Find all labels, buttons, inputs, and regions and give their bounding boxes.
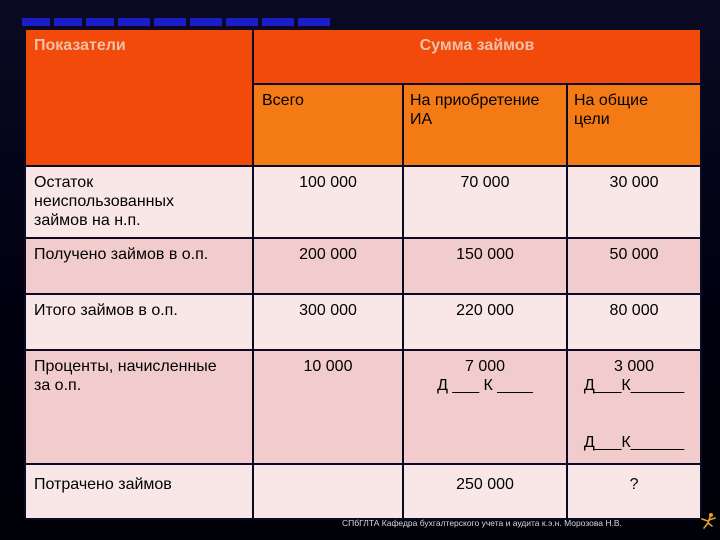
table-row bbox=[25, 294, 701, 350]
header-general-line2: цели bbox=[574, 111, 610, 128]
table-row bbox=[25, 464, 701, 519]
cell-total: 200 000 bbox=[253, 238, 403, 294]
cell-general-entry1: Д___К______ bbox=[583, 377, 685, 394]
table-row bbox=[25, 166, 701, 238]
header-general bbox=[567, 84, 701, 166]
header-loan-sum: Сумма займов bbox=[253, 29, 701, 84]
row-label: Потрачено займов bbox=[25, 464, 253, 519]
cell-ia-value: 7 000 bbox=[464, 358, 506, 375]
header-general-line1: На общие bbox=[574, 92, 648, 109]
row-label-line3: займов на н.п. bbox=[34, 212, 141, 229]
cell-general bbox=[567, 350, 701, 464]
row-label-line1: Проценты, начисленные bbox=[34, 358, 217, 375]
row-label-line2: неиспользованных bbox=[34, 193, 174, 210]
loans-table bbox=[24, 28, 702, 520]
cell-total: 10 000 bbox=[253, 350, 403, 464]
cell-general: ? bbox=[567, 464, 701, 519]
header-indicators: Показатели bbox=[25, 29, 253, 166]
cell-general: 80 000 bbox=[567, 294, 701, 350]
cell-ia: 220 000 bbox=[403, 294, 567, 350]
cell-ia: 70 000 bbox=[403, 166, 567, 238]
row-label bbox=[25, 166, 253, 238]
row-label bbox=[25, 350, 253, 464]
row-label-line1: Остаток bbox=[34, 174, 94, 191]
cell-ia: 150 000 bbox=[403, 238, 567, 294]
footer-caption: СПбГЛТА Кафедра бухгалтерского учета и аудита к.э.н. Морозова Н.В. bbox=[342, 518, 622, 528]
header-total: Всего bbox=[253, 84, 403, 166]
cell-general-entry2: Д___К______ bbox=[583, 434, 685, 451]
table-row bbox=[25, 238, 701, 294]
table-header-row bbox=[25, 29, 701, 84]
table-row bbox=[25, 350, 701, 464]
cell-ia-entry: Д ___ К ____ bbox=[437, 377, 533, 394]
cell-general-value: 3 000 bbox=[613, 358, 655, 375]
cell-total: 300 000 bbox=[253, 294, 403, 350]
cell-ia bbox=[403, 350, 567, 464]
header-for-ia-line2: ИА bbox=[410, 111, 433, 128]
dancer-logo-icon bbox=[700, 512, 718, 532]
header-for-ia bbox=[403, 84, 567, 166]
top-decorative-bars bbox=[0, 18, 330, 26]
cell-general: 30 000 bbox=[567, 166, 701, 238]
row-label: Итого займов в о.п. bbox=[25, 294, 253, 350]
row-label: Получено займов в о.п. bbox=[25, 238, 253, 294]
header-for-ia-line1: На приобретение bbox=[410, 92, 540, 109]
cell-ia: 250 000 bbox=[403, 464, 567, 519]
cell-total bbox=[253, 464, 403, 519]
cell-total: 100 000 bbox=[253, 166, 403, 238]
cell-general: 50 000 bbox=[567, 238, 701, 294]
row-label-line2: за о.п. bbox=[34, 377, 82, 394]
